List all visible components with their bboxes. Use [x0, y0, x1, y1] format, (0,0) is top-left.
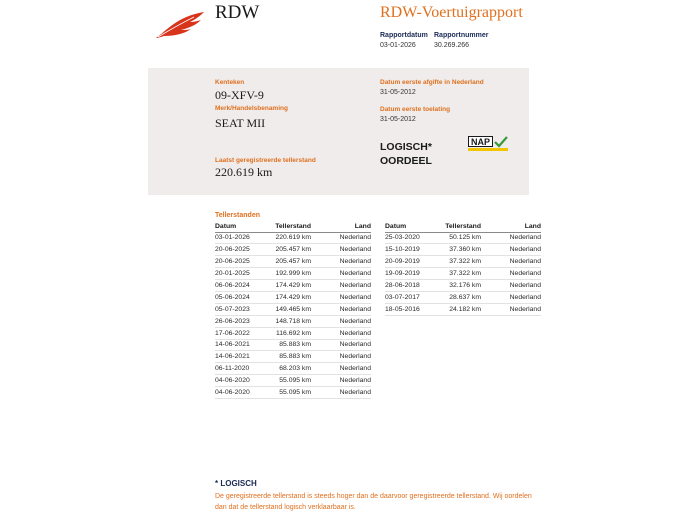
col-header-date: Datum	[385, 222, 443, 232]
table-header-row	[215, 222, 371, 232]
table-row	[385, 256, 541, 268]
row-country: Nederland	[325, 280, 371, 292]
odometer-table-left	[215, 222, 371, 399]
first-admission-value: 31-05-2012	[380, 116, 416, 123]
table-row	[385, 268, 541, 280]
table-row	[215, 244, 371, 256]
row-reading: 37.322 km	[443, 256, 495, 268]
odometer-label: Laatst geregistreerde tellerstand	[215, 157, 316, 164]
panel-notch	[148, 185, 188, 197]
row-date: 20-09-2019	[385, 256, 443, 268]
row-country: Nederland	[325, 387, 371, 399]
nap-label: NAP	[468, 136, 493, 147]
table-row	[215, 303, 371, 315]
row-reading: 116.692 km	[273, 327, 325, 339]
table-row	[385, 291, 541, 303]
odometer-verdict	[380, 140, 432, 168]
row-reading: 68.203 km	[273, 363, 325, 375]
table-row	[215, 256, 371, 268]
row-date: 03-01-2026	[215, 232, 273, 244]
row-country: Nederland	[495, 244, 541, 256]
row-date: 28-06-2018	[385, 280, 443, 292]
row-reading: 205.457 km	[273, 256, 325, 268]
row-country: Nederland	[325, 303, 371, 315]
row-country: Nederland	[495, 303, 541, 315]
row-reading: 55.095 km	[273, 387, 325, 399]
row-date: 06-11-2020	[215, 363, 273, 375]
row-country: Nederland	[325, 339, 371, 351]
row-country: Nederland	[495, 232, 541, 244]
odometer-table-right	[385, 222, 541, 316]
row-reading: 205.457 km	[273, 244, 325, 256]
report-date-block	[380, 31, 428, 51]
row-reading: 32.176 km	[443, 280, 495, 292]
row-reading: 174.429 km	[273, 291, 325, 303]
row-reading: 148.718 km	[273, 315, 325, 327]
report-date-label: Rapportdatum	[380, 32, 428, 39]
row-date: 14-06-2021	[215, 339, 273, 351]
row-date: 18-05-2016	[385, 303, 443, 315]
odometer-section-title: Tellerstanden	[215, 212, 260, 219]
row-country: Nederland	[325, 268, 371, 280]
row-reading: 174.429 km	[273, 280, 325, 292]
table-row	[215, 363, 371, 375]
table-row	[215, 387, 371, 399]
row-reading: 37.322 km	[443, 268, 495, 280]
col-header-date: Datum	[215, 222, 273, 232]
report-title: RDW-Voertuigrapport	[380, 4, 523, 21]
odometer-rows-left	[215, 232, 371, 398]
row-date: 19-09-2019	[385, 268, 443, 280]
table-header-row	[385, 222, 541, 232]
row-reading: 192.999 km	[273, 268, 325, 280]
nap-stripe	[468, 148, 508, 151]
plate-value: 09-XFV-9	[215, 88, 264, 102]
row-reading: 85.883 km	[273, 339, 325, 351]
row-country: Nederland	[325, 232, 371, 244]
row-country: Nederland	[495, 291, 541, 303]
table-row	[215, 339, 371, 351]
row-country: Nederland	[495, 268, 541, 280]
row-reading: 37.360 km	[443, 244, 495, 256]
row-reading: 50.125 km	[443, 232, 495, 244]
table-row	[215, 291, 371, 303]
plate-label: Kenteken	[215, 79, 245, 86]
report-number-value: 30.269.266	[434, 42, 470, 49]
first-nl-value: 31-05-2012	[380, 89, 416, 96]
make-value: SEAT MII	[215, 116, 266, 130]
make-label: Merk/Handelsbenaming	[215, 105, 288, 112]
footnote-text: De geregistreerde tellerstand is steeds hoger dan de daarvoor geregistreerde tellerstand. Wij oordelen dan dat de tellerstand logisch verklaarbaar is.	[215, 493, 532, 511]
row-date: 26-06-2023	[215, 315, 273, 327]
vehicle-summary-panel	[148, 68, 529, 195]
footnote-title: * LOGISCH	[215, 479, 257, 488]
table-row	[215, 375, 371, 387]
table-row	[215, 280, 371, 292]
odometer-rows-right	[385, 232, 541, 315]
row-reading: 85.883 km	[273, 351, 325, 363]
row-reading: 149.465 km	[273, 303, 325, 315]
first-nl-label: Datum eerste afgifte in Nederland	[380, 79, 484, 86]
row-country: Nederland	[495, 280, 541, 292]
table-row	[215, 315, 371, 327]
row-date: 15-10-2019	[385, 244, 443, 256]
row-date: 25-03-2020	[385, 232, 443, 244]
table-row	[215, 327, 371, 339]
odometer-value: 220.619 km	[215, 165, 273, 179]
row-date: 20-06-2025	[215, 256, 273, 268]
row-reading: 24.182 km	[443, 303, 495, 315]
row-country: Nederland	[325, 363, 371, 375]
first-admission-label: Datum eerste toelating	[380, 106, 451, 113]
row-date: 06-06-2024	[215, 280, 273, 292]
row-date: 20-01-2025	[215, 268, 273, 280]
row-date: 05-07-2023	[215, 303, 273, 315]
table-row	[215, 268, 371, 280]
table-row	[385, 303, 541, 315]
report-number-label: Rapportnummer	[434, 32, 489, 39]
verdict-line-2: OORDEEL	[380, 155, 432, 167]
col-header-country: Land	[495, 222, 541, 232]
checkmark-icon	[494, 136, 508, 148]
row-reading: 28.637 km	[443, 291, 495, 303]
col-header-country: Land	[325, 222, 371, 232]
row-country: Nederland	[325, 351, 371, 363]
row-date: 17-06-2022	[215, 327, 273, 339]
table-row	[215, 351, 371, 363]
table-row	[385, 232, 541, 244]
row-country: Nederland	[495, 256, 541, 268]
col-header-reading: Tellerstand	[443, 222, 495, 232]
rdw-logo-icon	[154, 10, 206, 40]
col-header-reading: Tellerstand	[273, 222, 325, 232]
row-date: 03-07-2017	[385, 291, 443, 303]
row-date: 20-06-2025	[215, 244, 273, 256]
nap-badge	[468, 136, 508, 153]
row-country: Nederland	[325, 256, 371, 268]
row-country: Nederland	[325, 291, 371, 303]
row-date: 14-06-2021	[215, 351, 273, 363]
row-date: 04-06-2020	[215, 387, 273, 399]
row-country: Nederland	[325, 315, 371, 327]
row-country: Nederland	[325, 375, 371, 387]
brand-name: RDW	[215, 2, 260, 23]
verdict-line-1: LOGISCH*	[380, 141, 432, 153]
row-date: 04-06-2020	[215, 375, 273, 387]
row-reading: 55.095 km	[273, 375, 325, 387]
row-date: 05-06-2024	[215, 291, 273, 303]
table-row	[385, 244, 541, 256]
table-row	[385, 280, 541, 292]
table-row	[215, 232, 371, 244]
report-date-value: 03-01-2026	[380, 42, 416, 49]
row-reading: 220.619 km	[273, 232, 325, 244]
row-country: Nederland	[325, 327, 371, 339]
row-country: Nederland	[325, 244, 371, 256]
report-number-block	[434, 31, 488, 51]
